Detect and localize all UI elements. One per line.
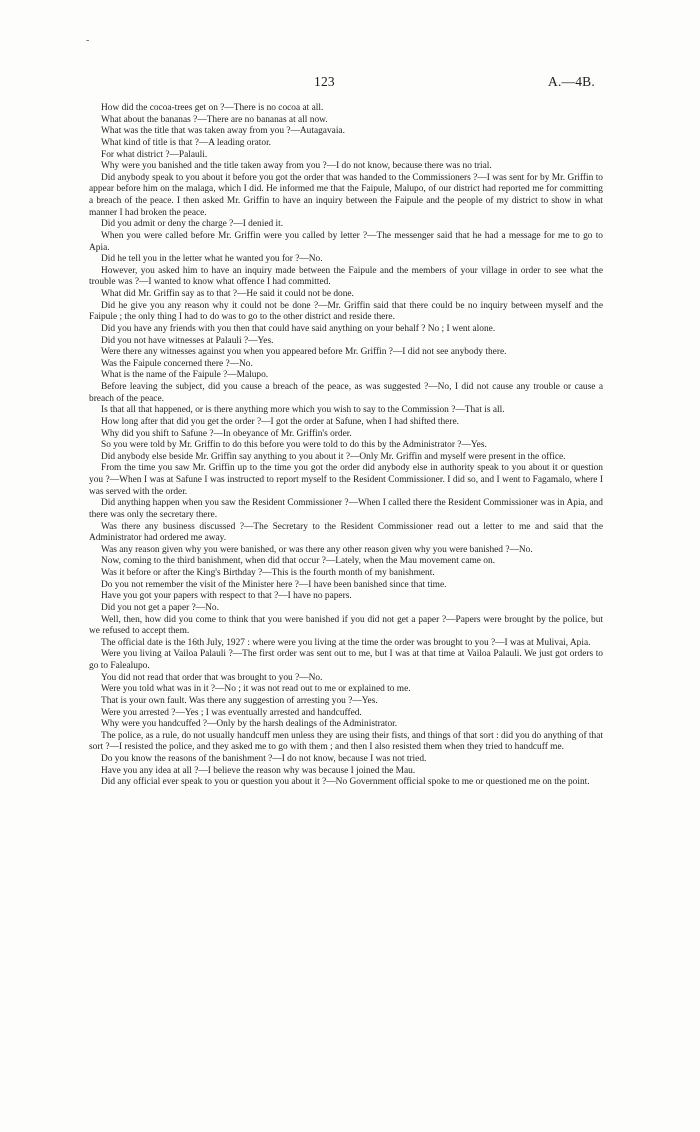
paragraph: Well, then, how did you come to think that you were banished if you did not get a paper ?—Papers were brought by the police, but we refused to accept them. (89, 614, 603, 637)
paragraph: Now, coming to the third banishment, when did that occur ?—Lately, when the Mau movement came on. (101, 556, 495, 567)
paragraph: How did the cocoa-trees get on ?—There is no cocoa at all. (101, 103, 324, 113)
paragraph: What about the bananas ?—There are no bananas at all now. (101, 114, 328, 125)
page-number: 123 (314, 74, 335, 89)
paragraph: Do you not remember the visit of the Minister here ?—I have been banished since that time. (101, 579, 447, 590)
paragraph: Have you any idea at all ?—I believe the reason why was because I joined the Mau. (101, 765, 416, 776)
paragraph: Were you arrested ?—Yes ; I was eventually arrested and handcuffed. (101, 707, 362, 718)
paragraph: Why did you shift to Safune ?—In obeyance of Mr. Griffin's order. (101, 428, 352, 439)
paragraph: Did you have any friends with you then that could have said anything on your behalf ? No ; I went alone. (101, 323, 496, 334)
paragraph: However, you asked him to have an inquiry made between the Faipule and the members of your village in order to see what the trouble was ?—I wanted to know what offence I had committed. (89, 265, 603, 288)
paragraph: Was there any business discussed ?—The Secretary to the Resident Commissioner read out a letter to me and said that the Administrator had ordered me away. (89, 521, 603, 544)
paragraph: Was the Faipule concerned there ?—No. (101, 358, 253, 369)
paragraph: Why were you banished and the title taken away from you ?—I do not know, because there was no trial. (101, 161, 492, 172)
paragraph: What was the title that was taken away from you ?—Autagavaia. (101, 126, 345, 137)
document-body (89, 103, 603, 789)
paragraph: That is your own fault. Was there any suggestion of arresting you ?—Yes. (101, 695, 378, 706)
page-reference: A.—4B. (548, 74, 595, 89)
paragraph: What is the name of the Faipule ?—Malupo. (101, 370, 269, 381)
paragraph: The police, as a rule, do not usually handcuff men unless they are using their fists, and things of that sort : did you do anything of that sort ?—I resisted the police, and they asked me to go with them ; and then I also resisted them when they tried to handcuff me. (89, 730, 603, 753)
paragraph: The official date is the 16th July, 1927 : where were you living at the time the order was brought to you ?—I was at Mulivai, Apia. (101, 637, 591, 648)
paragraph: How long after that did you get the order ?—I got the order at Safune, when I had shifted there. (101, 416, 459, 427)
paragraph: Do you know the reasons of the banishment ?—I do not know, because I was not tried. (101, 754, 427, 764)
paragraph: Did anything happen when you saw the Resident Commissioner ?—When I called there the Resident Commissioner was in Apia, and there was only the secretary there. (89, 498, 603, 520)
paragraph: From the time you saw Mr. Griffin up to the time you got the order did anybody else in authority speak to you about it or question you ?—When I was at Safune I was instructed to report myself to the Resident Commissioner. I did so, and I went to Fagamalo, where I was served with the order. (89, 463, 603, 497)
paragraph: When you were called before Mr. Griffin were you called by letter ?—The messenger said that he had a message for me to go to Apia. (89, 230, 603, 253)
paragraph: Did you admit or deny the charge ?—I denied it. (101, 219, 284, 230)
paragraph: For what district ?—Palauli. (101, 149, 208, 160)
paragraph: Did he give you any reason why it could not be done ?—Mr. Griffin said that there could be no inquiry between myself and the Faipule ; the only thing I had to do was to go to the other district and reside there. (89, 300, 603, 323)
paragraph: What kind of title is that ?—A leading orator. (101, 137, 272, 148)
paragraph: Were you living at Vailoa Palauli ?—The first order was sent out to me, but I was at that time at Vailoa Palauli. We just got orders to go to Falealupo. (89, 649, 603, 671)
paragraph: You did not read that order that was brought to you ?—No. (101, 672, 323, 683)
page-header (0, 74, 700, 94)
paragraph: Did anybody speak to you about it before you got the order that was handed to the Commissioners ?—I was sent for by Mr. Griffin to appear before him on the malaga, which I did. He informed me that the Faipule, Malupo, of our district had reported me for committing a breach of the peace. I then asked Mr. Griffin to have an inquiry between the Faipule and the people of my district to show in what manner I had broken the peace. (89, 172, 603, 218)
paragraph: Why were you handcuffed ?—Only by the harsh dealings of the Administrator. (101, 719, 398, 730)
paragraph: Did anybody else beside Mr. Griffin say anything to you about it ?—Only Mr. Griffin and myself were present in the office. (101, 451, 566, 462)
paragraph: Before leaving the subject, did you cause a breach of the peace, as was suggested ?—No, I did not cause any trouble or cause a breach of the peace. (89, 382, 603, 404)
paragraph: Did you not have witnesses at Palauli ?—Yes. (101, 335, 274, 346)
paragraph: What did Mr. Griffin say as to that ?—He said it could not be done. (101, 289, 354, 299)
margin-mark: - (86, 35, 90, 46)
paragraph: Was any reason given why you were banished, or was there any other reason given why you were banished ?—No. (101, 544, 533, 555)
paragraph: Did he tell you in the letter what he wanted you for ?—No. (101, 254, 323, 265)
paragraph: Did any official ever speak to you or question you about it ?—No Government official spoke to me or questioned me on the point. (101, 777, 590, 788)
paragraph: Were there any witnesses against you when you appeared before Mr. Griffin ?—I did not see anybody there. (101, 347, 507, 358)
paragraph: Did you not get a paper ?—No. (101, 602, 219, 613)
paragraph: Have you got your papers with respect to that ?—I have no papers. (101, 591, 352, 602)
paragraph: Were you told what was in it ?—No ; it was not read out to me or explained to me. (101, 684, 411, 695)
paragraph: So you were told by Mr. Griffin to do this before you were told to do this by the Administrator ?—Yes. (101, 440, 487, 451)
paragraph: Is that all that happened, or is there anything more which you wish to say to the Commission ?—That is all. (101, 405, 505, 416)
paragraph: Was it before or after the King's Birthday ?—This is the fourth month of my banishment. (101, 568, 435, 578)
